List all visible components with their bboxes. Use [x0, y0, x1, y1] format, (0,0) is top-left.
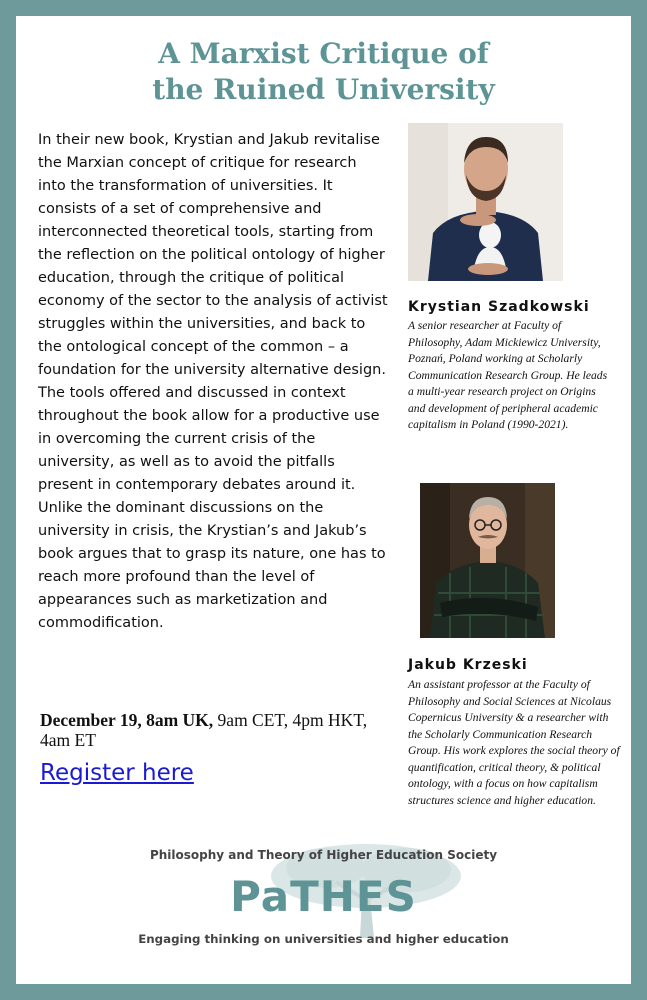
poster [16, 16, 631, 984]
book-description: In their new book, Krystian and Jakub revitalise the Marxian concept of critique for research into the transformation of universities. It consists of a set of comprehensive and interconnected theoretical tools, starting from the reflection on the political ontology of higher education, through the critique of political economy of the sector to the analysis of activist struggles within the universities, and back to the ontological concept of the common – a foundation for the university alternative design. The tools offered and discussed in context throughout the book allow for a productive use in overcoming the current crisis of the university, as well as to avoid the pitfalls present in contemporary debates around it. Unlike the dominant discussions on the university in crisis, the Krystian’s and Jakub’s book argues that to grasp its nature, one has to reach more profound than the level of appearances such as marketization and commodification. [38, 132, 388, 631]
speaker-name-jakub: Jakub Krzeski [408, 657, 528, 673]
speaker-photo-jakub [420, 483, 555, 638]
speaker-name-krystian: Krystian Szadkowski [408, 299, 590, 315]
speaker-photo-krystian [408, 123, 563, 281]
footer [16, 838, 631, 978]
event-date [40, 710, 380, 750]
event-date-primary: December 19, 8am UK, [40, 710, 214, 730]
speaker-bio-jakub: An assistant professor at the Faculty of Philosophy and Social Sciences at Nicolaus Copernicus University & a researcher with the Scholarly Communication Research Group. His work explores the social theory of quantification, critical theory, & political ontology, with a focus on how capitalism structures science and higher education. [408, 678, 620, 807]
society-name: Philosophy and Theory of Higher Education Society [149, 848, 498, 862]
title-line-1: A Marxist Critique of [158, 37, 489, 70]
title-line-2: the Ruined University [152, 73, 495, 106]
page-title [16, 36, 631, 108]
event-date-other-zones: 9am CET, 4pm HKT, 4am ET [40, 710, 368, 750]
register-link[interactable]: Register here [40, 760, 194, 786]
speaker-bio-krystian: A senior researcher at Faculty of Philosophy, Adam Mickiewicz University, Poznań, Poland working at Scholarly Communication Research Group. He leads a multi-year research project on Origins and development of peripheral academic capitalism in Poland (1990-2021). [408, 319, 608, 431]
pathes-logo: PaTHES [230, 872, 417, 921]
society-tagline: Engaging thinking on universities and higher education [138, 932, 509, 946]
